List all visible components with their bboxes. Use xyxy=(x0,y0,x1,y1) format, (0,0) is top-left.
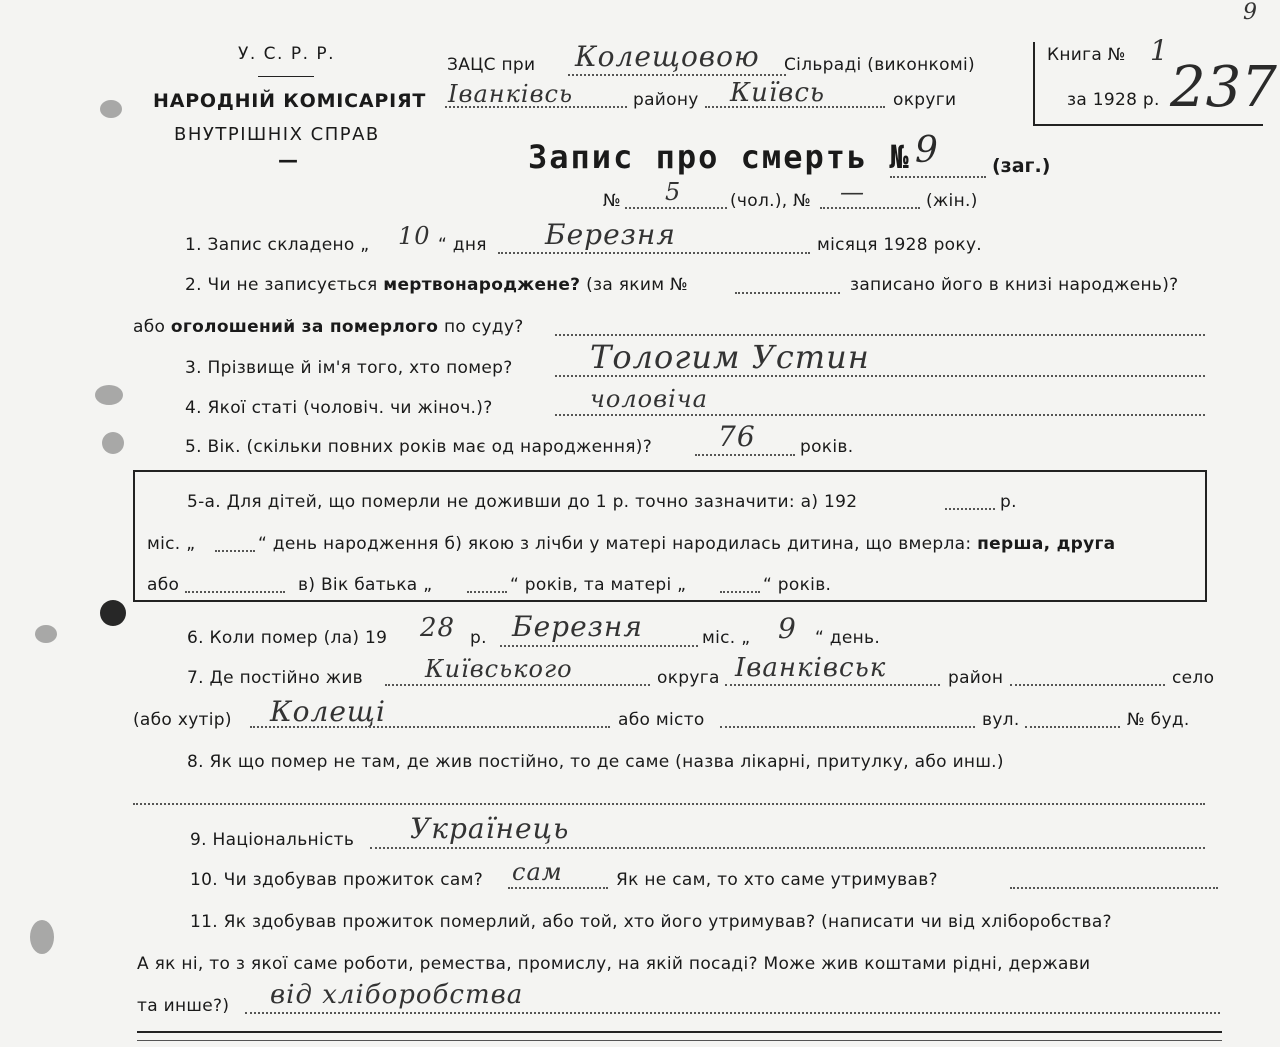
bottom-rule-2 xyxy=(137,1040,1222,1041)
item8-label: 8. Як що помер не там, де жив постійно, то де саме (назва лікарні, притулку, або инш.) xyxy=(187,752,1004,772)
header-dash: — xyxy=(278,148,298,172)
male-label: (чол.), № xyxy=(730,191,812,211)
item5a-line2-pre: міс. „ xyxy=(147,534,196,554)
ink-blot xyxy=(102,432,124,454)
book-number-handwritten: 1 xyxy=(1150,34,1169,67)
item2-label xyxy=(185,275,688,295)
item5-dots xyxy=(695,454,795,456)
item7b-city-label: або місто xyxy=(618,710,705,730)
item2-pre: 2. Чи не записується xyxy=(185,275,378,295)
item11-dots xyxy=(245,1012,1220,1014)
item5a-line3-post: “ років. xyxy=(763,575,832,595)
year-label: за 1928 р. xyxy=(1067,90,1160,110)
death-year-handwritten: 28 xyxy=(420,613,456,643)
sex-handwritten: чоловіча xyxy=(590,385,708,413)
item7b-village-dots xyxy=(250,726,610,728)
item2b-post: по суду? xyxy=(443,317,524,337)
book-box-left xyxy=(1033,42,1035,124)
item2b-label xyxy=(133,317,524,337)
item1-day-label: “ дня xyxy=(438,235,487,255)
item7-okrug-dots xyxy=(385,684,650,686)
item1-day-handwritten: 10 xyxy=(398,222,431,250)
item3-label: 3. Прізвище й ім'я того, хто помер? xyxy=(185,358,513,378)
book-label: Книга № xyxy=(1047,45,1126,65)
item7-selo-dots xyxy=(1010,684,1165,686)
female-label: (жін.) xyxy=(926,191,978,211)
item11-line2: А як ні, то з якої саме роботи, ремества, промислу, на якій посаді? Може жив коштами рідні, держави xyxy=(137,954,1091,974)
item10-post: Як не сам, то хто саме утримував? xyxy=(616,870,938,890)
district-handwritten: Іванківсь xyxy=(448,80,574,108)
self-support-handwritten: сам xyxy=(512,858,563,886)
item2-mid: (за яким № xyxy=(586,275,689,295)
item5a-line2 xyxy=(258,534,1115,554)
item7-rayon-label: район xyxy=(948,668,1004,688)
item5-years-label: років. xyxy=(800,437,854,457)
nationality-handwritten: Українець xyxy=(410,812,570,845)
republic-label: У. С. Р. Р. xyxy=(238,44,336,64)
item8-dots xyxy=(133,803,1205,805)
record-number-handwritten: 9 xyxy=(915,130,938,171)
item9-dots xyxy=(370,847,1205,849)
item11-line1: 11. Як здобував прожиток померлий, або той, хто його утримував? (написати чи від хліборобства? xyxy=(190,912,1112,932)
item7-rayon-dots xyxy=(725,684,940,686)
item6-month-dots xyxy=(500,645,698,647)
district-label: району xyxy=(633,90,699,110)
page-number-handwritten: 237 xyxy=(1170,55,1277,120)
item7-okrug-label: округа xyxy=(657,668,720,688)
item7-label: 7. Де постійно жив xyxy=(187,668,364,688)
item1-month-handwritten: Березня xyxy=(545,218,676,251)
village-council-label: Сільраді (виконкомі) xyxy=(784,55,975,75)
item5a-year-dots xyxy=(945,508,995,510)
zags-label: ЗАЦС при xyxy=(447,55,536,75)
item5a-mother-dots xyxy=(720,591,760,593)
item5a-father-label: в) Вік батька „ xyxy=(298,575,433,595)
number-label: № xyxy=(603,191,621,211)
punch-hole xyxy=(100,600,126,626)
item3-dots xyxy=(555,375,1205,377)
residence-village-handwritten: Колещі xyxy=(270,695,386,728)
ink-blot xyxy=(100,100,122,118)
item6-year-suffix: р. xyxy=(470,628,487,648)
okrug-label: округи xyxy=(893,90,957,110)
item1-month-label: місяця 1928 року. xyxy=(817,235,983,255)
item5a-line3-pre: або xyxy=(147,575,180,595)
age-handwritten: 76 xyxy=(718,420,756,453)
item7-village-label: село xyxy=(1172,668,1215,688)
item5a-father-dots xyxy=(467,591,507,593)
okrug-handwritten: Київсь xyxy=(730,78,826,108)
female-number-dots xyxy=(820,207,920,209)
item5a-mother-label: “ років, та матері „ xyxy=(510,575,687,595)
death-day-handwritten: 9 xyxy=(778,612,797,645)
item5a-line2-mid: “ день народження б) якою з лічби у матері народилась дитина, що вмерла: xyxy=(258,534,972,554)
residence-rayon-handwritten: Іванківськ xyxy=(735,653,887,683)
item2-dots xyxy=(735,292,840,294)
item7b-label: (або хутір) xyxy=(133,710,232,730)
item4-label: 4. Якої статі (чоловіч. чи жіноч.)? xyxy=(185,398,493,418)
item2b-bold: оголошений за померлого xyxy=(170,317,439,337)
item4-dots xyxy=(555,414,1205,416)
item6-month-label: міс. „ xyxy=(702,628,751,648)
item5a-line1: 5-а. Для дітей, що померли не доживши до 1 р. точно зазначити: а) 192 xyxy=(187,492,858,512)
male-number-dots xyxy=(625,207,727,209)
item5a-line1-post: р. xyxy=(1000,492,1017,512)
ink-blot xyxy=(95,385,123,405)
death-month-handwritten: Березня xyxy=(512,610,643,643)
internal-affairs-label: ВНУТРІШНІХ СПРАВ xyxy=(174,124,380,145)
female-number-handwritten: — xyxy=(840,178,865,206)
ink-blot xyxy=(30,920,54,954)
ink-blot xyxy=(35,625,57,643)
item9-label: 9. Національність xyxy=(190,830,355,850)
item7b-city-dots xyxy=(720,726,975,728)
item10-dots xyxy=(1010,887,1218,889)
bottom-rule xyxy=(137,1031,1222,1033)
item7b-building-label: № буд. xyxy=(1127,710,1190,730)
item2-bold: мертвонароджене? xyxy=(383,275,581,295)
village-handwritten: Колещовою xyxy=(575,40,760,73)
item7b-street-dots xyxy=(1025,726,1120,728)
item11-line3-label: та инше?) xyxy=(137,996,230,1016)
item1-label: 1. Запис складено „ xyxy=(185,235,370,255)
occupation-handwritten: від хліборобства xyxy=(270,980,524,1010)
item7b-street-label: вул. xyxy=(982,710,1020,730)
book-box-bottom xyxy=(1033,124,1263,126)
item6-day-label: “ день. xyxy=(815,628,881,648)
title-suffix: (заг.) xyxy=(992,155,1051,177)
corner-page-mark: 9 xyxy=(1243,0,1258,25)
deceased-name-handwritten: Тологим Устин xyxy=(590,338,870,376)
header-rule xyxy=(258,76,314,77)
record-number-dots xyxy=(890,176,986,178)
item5-label: 5. Вік. (скільки повних років має од народження)? xyxy=(185,437,653,457)
item2b-pre: або xyxy=(133,317,166,337)
male-number-handwritten: 5 xyxy=(665,178,682,206)
district-dots xyxy=(445,106,627,108)
item5a-line2-bold: перша, друга xyxy=(977,534,1116,554)
residence-okrug-handwritten: Київського xyxy=(425,655,573,683)
item6-label: 6. Коли помер (ла) 19 xyxy=(187,628,388,648)
commissariat-title: НАРОДНІЙ КОМІСАРІЯТ xyxy=(153,90,427,112)
item2b-dots xyxy=(555,334,1205,336)
item5a-month-dots xyxy=(215,550,255,552)
item5a-order-dots xyxy=(185,591,285,593)
item10-self-dots xyxy=(508,887,608,889)
item2-post: записано його в книзі народжень)? xyxy=(850,275,1179,295)
okrug-dots xyxy=(705,106,885,108)
village-dots xyxy=(568,74,786,76)
item10-label: 10. Чи здобував прожиток сам? xyxy=(190,870,484,890)
document-title: Запис про смерть № xyxy=(528,138,911,176)
item1-month-dots xyxy=(498,252,810,254)
